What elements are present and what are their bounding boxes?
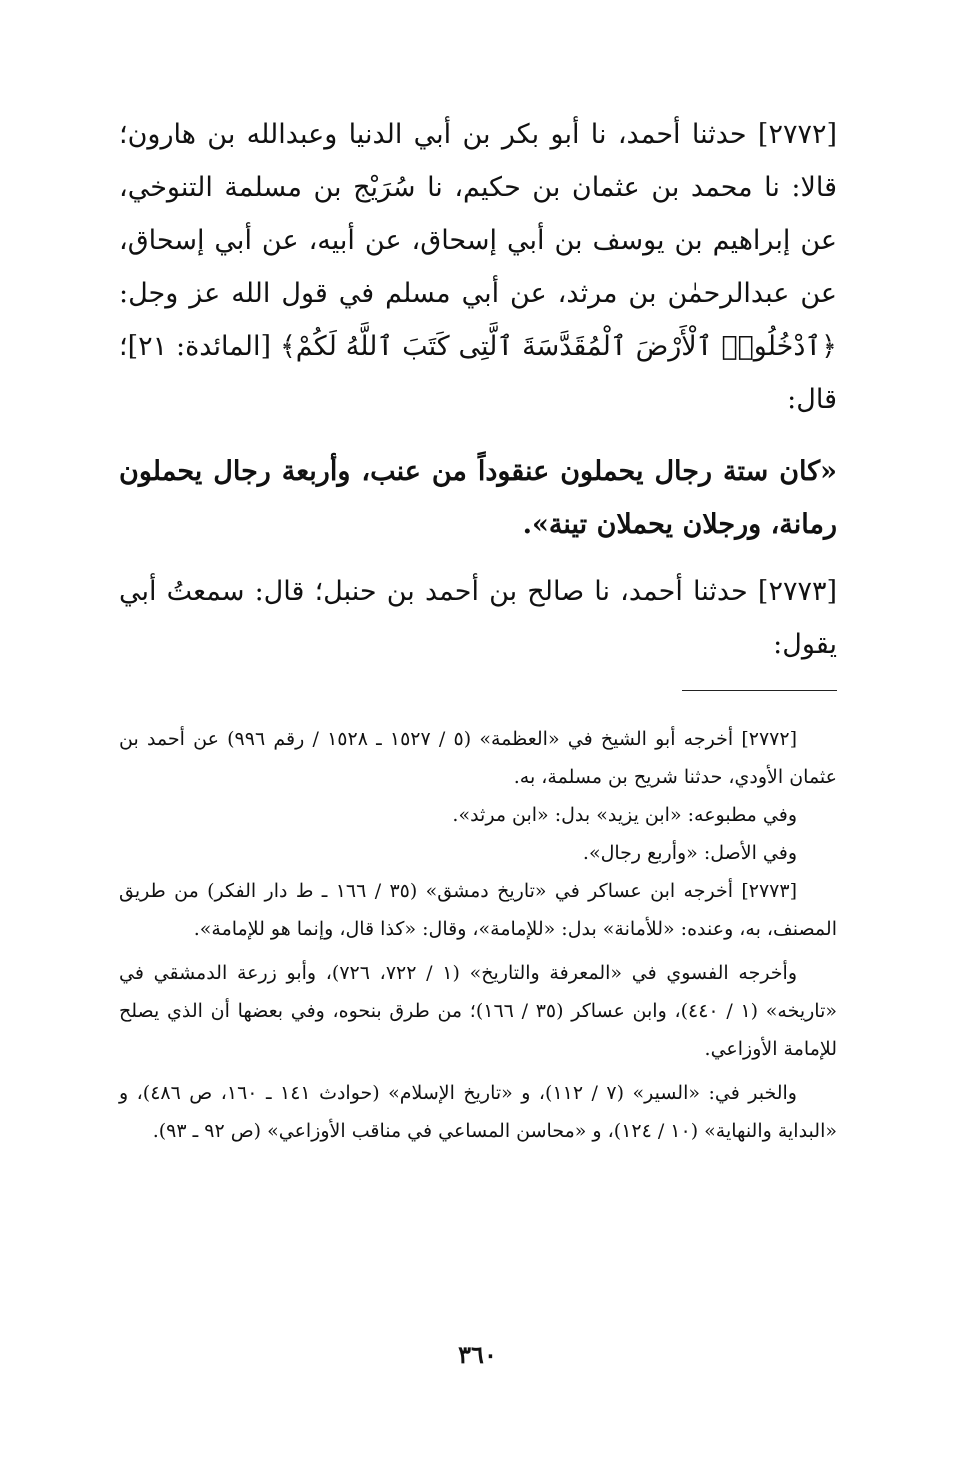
hadith-2772-paragraph: [٢٧٧٢] حدثنا أحمد، نا أبو بكر بن أبي الدنيا وعبدالله بن هارون؛ قالا: نا محمد بن عثمان بن حكيم، نا سُرَيْج بن مسلمة التنوخي، عن إبراهيم بن يوسف بن أبي إسحاق، عن أبيه، عن أبي إسحاق، عن عبدالرحمٰن بن مرثد، عن أبي مسلم في قول الله عز وجل: ﴿ٱدْخُلُوا۟ ٱلْأَرْضَ ٱلْمُقَدَّسَةَ ٱلَّتِى كَتَبَ ٱللَّهُ لَكُمْ﴾ [المائدة: ٢١]؛ قال: [119, 119, 837, 415]
footnote-divider [682, 690, 837, 691]
second-text [119, 565, 837, 671]
footnote-variant-1: وفي مطبوعه: «ابن يزيد» بدل: «ابن مرثد». [452, 804, 797, 826]
footnotes [119, 720, 837, 1150]
quote-text [119, 445, 837, 551]
footnote-related-sources: وأخرجه الفسوي في «المعرفة والتاريخ» (١ / ٧٢٢، ٧٢٦)، وأبو زرعة الدمشقي في «تاريخه» (١ / ٤٤٠)، وابن عساكر (٣٥ / ١٦٦)؛ من طرق بنحوه، وفي بعضها أن الذي يصلح للإمامة الأوزاعي. [119, 962, 838, 1060]
footnote-further-sources: والخبر في: «السير» (٧ / ١١٢)، و «تاريخ الإسلام» (حوادث ١٤١ ـ ١٦٠، ص ٤٨٦)، و «البداية والنهاية» (١٠ / ١٢٤)، و «محاسن المساعي في مناقب الأوزاعي» (ص ٩٢ ـ ٩٣). [119, 1082, 837, 1142]
hadith-quote: «كان ستة رجال يحملون عنقوداً من عنب، وأربعة رجال يحملون رمانة، ورجلان يحملان تينة». [119, 456, 837, 540]
footnote-2773: [٢٧٧٣] أخرجه ابن عساكر في «تاريخ دمشق» (٣٥ / ١٦٦ ـ ط دار الفكر) من طريق المصنف، به، وعنده: «للأمانة» بدل: «للإمامة»، وقال: «كذا قال، وإنما هو للإمامة». [119, 880, 837, 940]
page-number: ٣٦٠ [458, 1340, 497, 1369]
main-text [119, 108, 837, 426]
hadith-2773-paragraph: [٢٧٧٣] حدثنا أحمد، نا صالح بن أحمد بن حنبل؛ قال: سمعتُ أبي يقول: [119, 576, 837, 660]
footnote-variant-2: وفي الأصل: «وأربع رجال». [582, 842, 797, 864]
footnote-2772: [٢٧٧٢] أخرجه أبو الشيخ في «العظمة» (٥ / ١٥٢٧ ـ ١٥٢٨ / رقم ٩٩٦) عن أحمد بن عثمان الأودي، حدثنا شريح بن مسلمة، به. [119, 728, 837, 788]
